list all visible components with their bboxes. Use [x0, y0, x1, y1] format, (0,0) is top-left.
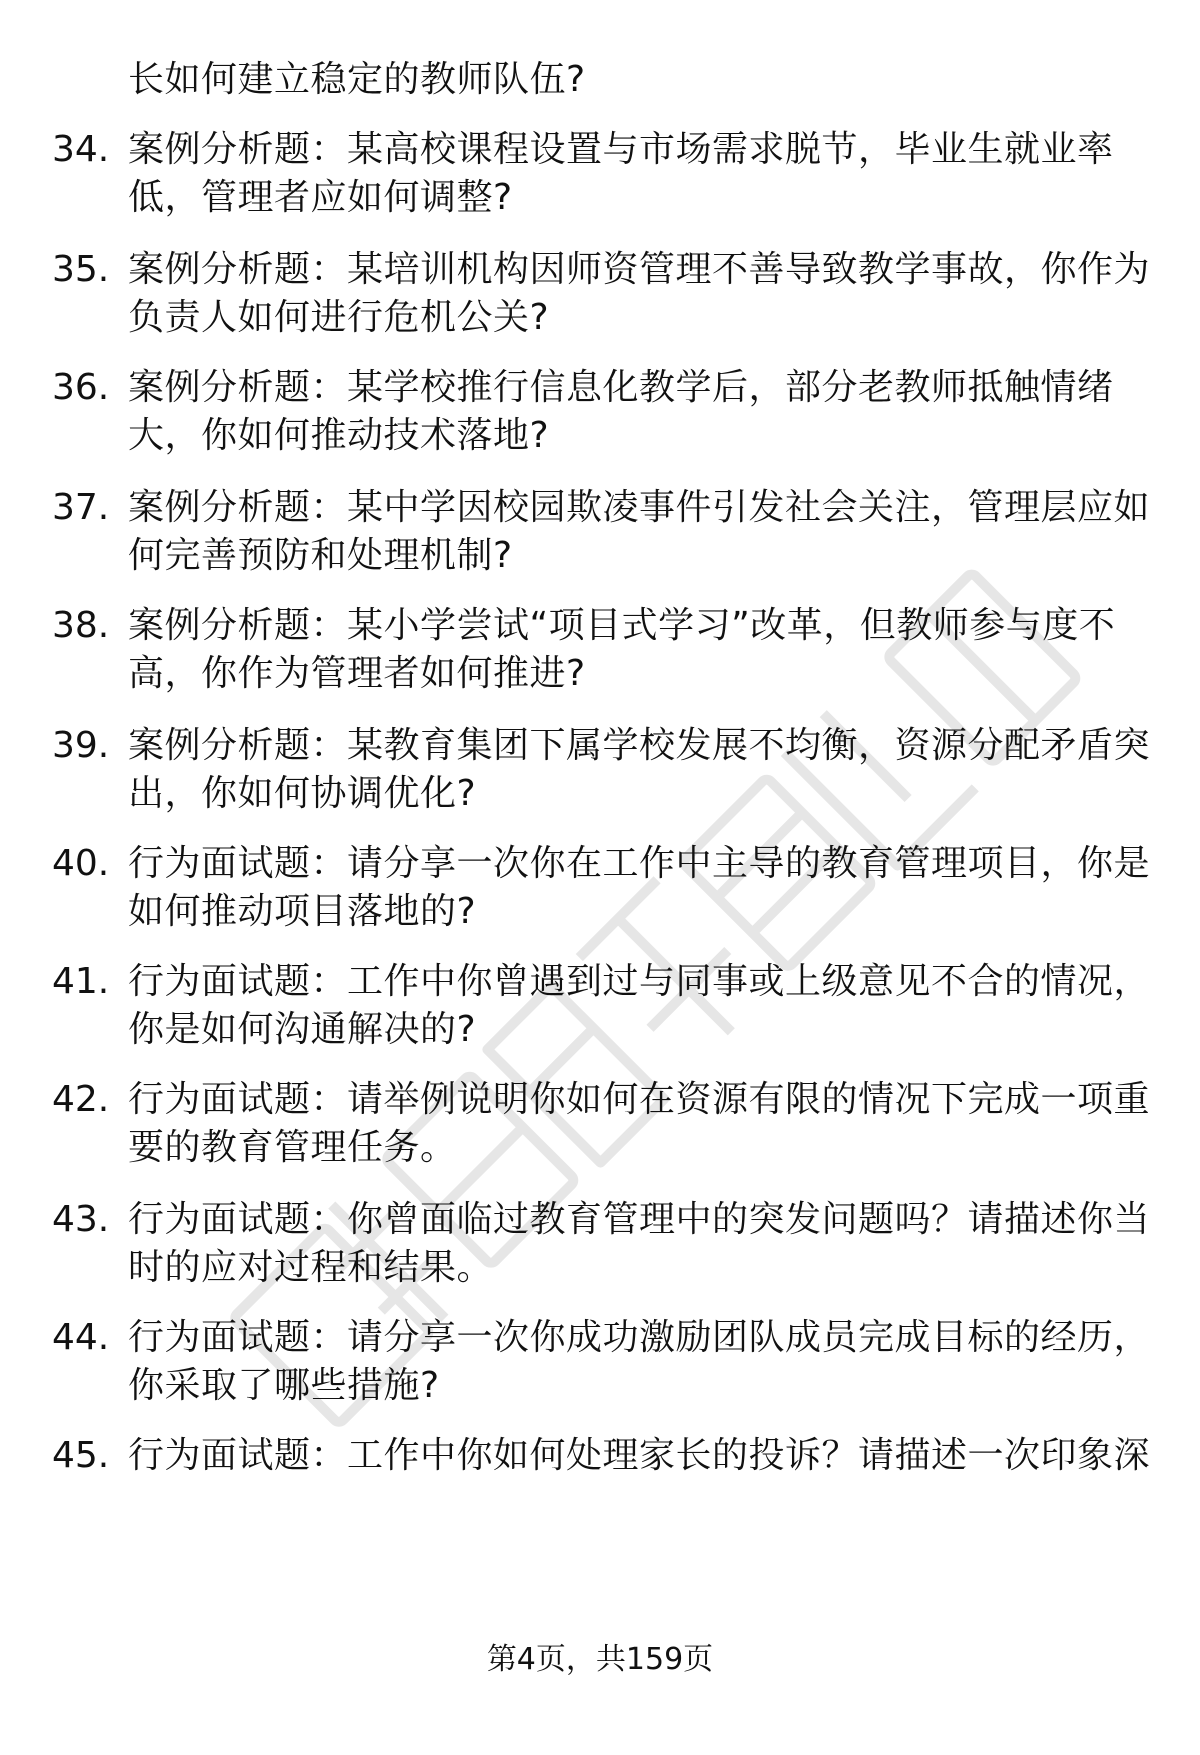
question-text-line2: 你采取了哪些措施?: [128, 1365, 440, 1406]
question-number: 43.: [52, 1199, 110, 1240]
question-text-line2: 高，你作为管理者如何推进?: [128, 653, 586, 694]
question-number: 44.: [52, 1317, 110, 1358]
question-number: 41.: [52, 961, 110, 1002]
question-text-line2: 何完善预防和处理机制?: [128, 535, 513, 576]
question-text-line1: 案例分析题：某教育集团下属学校发展不均衡，资源分配矛盾突: [128, 725, 1151, 766]
continuation-line: 长如何建立稳定的教师队伍?: [128, 59, 586, 100]
question-text-line2: 低，管理者应如何调整?: [128, 177, 513, 218]
question-text-line2: 大，你如何推动技术落地?: [128, 415, 550, 456]
question-number: 42.: [52, 1079, 110, 1120]
question-text-line1: 行为面试题：你曾面临过教育管理中的突发问题吗？请描述你当: [128, 1199, 1151, 1240]
question-number: 45.: [52, 1435, 110, 1476]
question-text-line1: 案例分析题：某中学因校园欺凌事件引发社会关注，管理层应如: [128, 487, 1151, 528]
question-text-line1: 案例分析题：某学校推行信息化教学后，部分老教师抵触情绪: [128, 367, 1114, 408]
question-text-line2: 时的应对过程和结果。: [128, 1247, 494, 1288]
question-text-line2: 要的教育管理任务。: [128, 1127, 457, 1168]
page-footer: 第4页，共159页: [486, 1642, 714, 1677]
question-text-line1: 案例分析题：某培训机构因师资管理不善导致教学事故，你作为: [128, 249, 1151, 290]
question-number: 38.: [52, 605, 110, 646]
question-text-line1: 行为面试题：工作中你如何处理家长的投诉？请描述一次印象深: [128, 1435, 1151, 1476]
question-text-line1: 行为面试题：请举例说明你如何在资源有限的情况下完成一项重: [128, 1079, 1151, 1120]
question-number: 34.: [52, 129, 110, 170]
question-text-line2: 你是如何沟通解决的?: [128, 1009, 477, 1050]
question-text-line1: 案例分析题：某高校课程设置与市场需求脱节，毕业生就业率: [128, 129, 1114, 170]
question-text-line2: 负责人如何进行危机公关?: [128, 297, 550, 338]
question-text-line2: 出，你如何协调优化?: [128, 773, 477, 814]
question-text-line2: 如何推动项目落地的?: [128, 891, 477, 932]
question-number: 40.: [52, 843, 110, 884]
question-number: 36.: [52, 367, 110, 408]
question-number: 39.: [52, 725, 110, 766]
question-text-line1: 行为面试题：工作中你曾遇到过与同事或上级意见不合的情况，: [128, 961, 1151, 1002]
question-text-line1: 案例分析题：某小学尝试“项目式学习”改革，但教师参与度不: [128, 605, 1116, 646]
question-text-line1: 行为面试题：请分享一次你成功激励团队成员完成目标的经历，: [128, 1317, 1151, 1358]
question-text-line1: 行为面试题：请分享一次你在工作中主导的教育管理项目，你是: [128, 843, 1151, 884]
question-number: 35.: [52, 249, 110, 290]
question-number: 37.: [52, 487, 110, 528]
